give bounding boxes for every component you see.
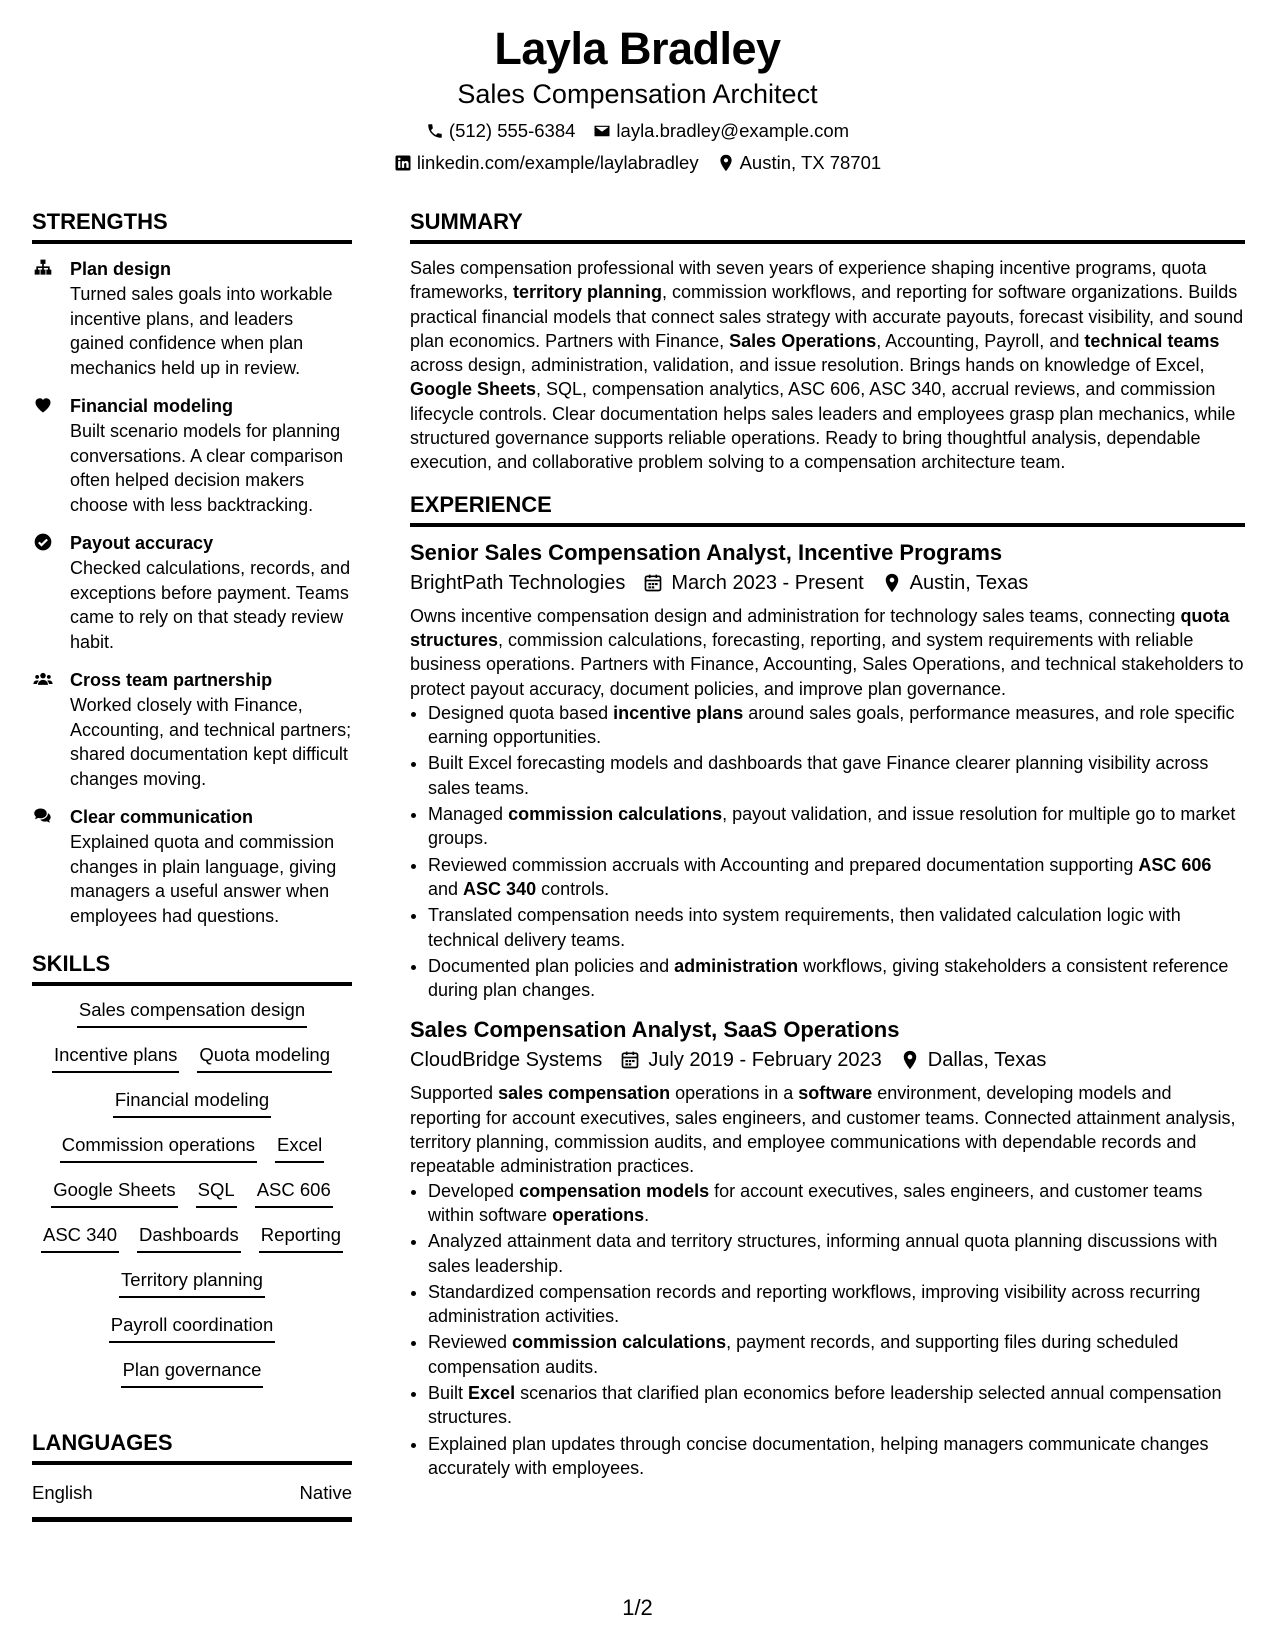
job-summary: Owns incentive compensation design and administration for technology sales teams, connecting quota structures, commission calculations, forecasting, reporting, and system requirements with reliable business operations. Partners with Finance, Accounting, Sales Operations, and technical stakeholders to protect payout accuracy, document policies, and improve plan governance.: [410, 605, 1244, 699]
location-item: [717, 151, 882, 175]
skill-tag: SQL: [196, 1178, 237, 1208]
skill-tag: Incentive plans: [52, 1043, 179, 1073]
contact-row-1: [0, 119, 1275, 143]
job-dates-text: July 2019 - February 2023: [648, 1049, 882, 1072]
strength-title: Financial modeling: [70, 396, 234, 416]
strength-icon-wrap: [32, 530, 70, 654]
job-meta: [410, 1046, 1245, 1074]
skill-row: [32, 1088, 352, 1133]
left-column: [32, 208, 352, 1522]
job-bullet: • Built Excel scenarios that clarified plan economics before leadership selected annual compensation structures.: [428, 1381, 1245, 1430]
strength-desc: Turned sales goals into workable incentive plans, and leaders gained confidence when plan mechanics held up in review.: [70, 284, 333, 378]
skill-tag: Plan governance: [121, 1358, 264, 1388]
job-bullets: [410, 701, 1245, 1003]
strength-body: [70, 804, 352, 928]
skill-tag: Excel: [275, 1133, 324, 1163]
job-entry: [410, 1016, 1245, 1480]
linkedin-icon: [394, 154, 412, 172]
phone-icon: [426, 122, 444, 140]
skills-heading: SKILLS: [32, 950, 352, 986]
resume-header: [0, 22, 1275, 175]
job-title: Senior Sales Compensation Analyst, Incentive Programs: [410, 539, 1003, 565]
strength-icon-wrap: [32, 667, 70, 791]
strength-item: [32, 530, 352, 654]
skill-row: [32, 1133, 352, 1178]
candidate-name: Layla Bradley: [494, 23, 781, 74]
skill-tag: Dashboards: [137, 1223, 241, 1253]
job-company: CloudBridge Systems: [410, 1049, 603, 1072]
job-bullet: • Reviewed commission accruals with Accounting and prepared documentation supporting ASC 606 and ASC 340 controls.: [428, 853, 1245, 902]
strength-icon-wrap: [32, 804, 70, 928]
job-dates-text: March 2023 - Present: [671, 571, 864, 594]
map-pin-icon: [717, 154, 735, 172]
map-pin-icon: [882, 573, 902, 593]
strength-item: [32, 667, 352, 791]
job-bullet: • Designed quota based incentive plans around sales goals, performance measures, and role specific earning opportunities.: [428, 701, 1245, 750]
skill-tag: Territory planning: [119, 1268, 265, 1298]
job-bullet: • Translated compensation needs into system requirements, then validated calculation logic with technical delivery teams.: [428, 903, 1245, 952]
comments-icon: [32, 806, 54, 826]
job-bullet: • Analyzed attainment data and territory structures, informing annual quota planning discussions with sales leadership.: [428, 1229, 1245, 1278]
skill-tag: Quota modeling: [197, 1043, 332, 1073]
envelope-icon: [593, 122, 611, 140]
strength-icon-wrap: [32, 256, 70, 380]
job-summary: Supported sales compensation operations in a software environment, developing models and reporting for account executives, sales engineers, and customer teams. Connected attainment analysis, territory planning, commission audits, and employee communications with dependable records and repeatable administration practices.: [410, 1083, 1236, 1177]
strength-desc: Checked calculations, records, and exceptions before payment. Teams came to rely on that steady review habit.: [70, 558, 351, 652]
strength-title: Plan design: [70, 259, 172, 279]
check-circle-icon: [32, 532, 54, 552]
strength-body: [70, 667, 352, 791]
skill-row: [32, 1313, 352, 1358]
contact-row-2: [0, 151, 1275, 175]
job-bullet: • Standardized compensation records and reporting workflows, improving visibility across recurring administration activities.: [428, 1280, 1245, 1329]
map-pin-icon: [900, 1050, 920, 1070]
job-company: BrightPath Technologies: [410, 571, 626, 594]
strength-body: [70, 530, 352, 654]
calendar-icon: [620, 1050, 640, 1070]
job-dates: [643, 569, 863, 597]
strength-title: Clear communication: [70, 807, 254, 827]
linkedin-link[interactable]: linkedin.com/example/laylabradley: [416, 152, 699, 173]
strength-desc: Worked closely with Finance, Accounting, and technical partners; shared documentation kept difficult changes moving.: [70, 695, 352, 789]
skill-tag: Sales compensation design: [77, 998, 307, 1028]
skill-tag: Financial modeling: [113, 1088, 271, 1118]
strengths-heading: STRENGTHS: [32, 208, 352, 244]
language-name: English: [32, 1482, 93, 1503]
summary-heading: SUMMARY: [410, 208, 1245, 244]
experience-heading: EXPERIENCE: [410, 491, 1245, 527]
job-location-text: Dallas, Texas: [927, 1049, 1047, 1072]
skill-tag: ASC 340: [41, 1223, 119, 1253]
skill-row: [32, 1043, 352, 1088]
skill-row: [32, 1178, 352, 1223]
email-link[interactable]: layla.bradley@example.com: [616, 120, 850, 141]
strength-title: Cross team partnership: [70, 670, 273, 690]
skill-row: [32, 1358, 352, 1403]
job-bullets: [410, 1179, 1245, 1481]
skill-tag: Reporting: [259, 1223, 343, 1253]
page-number: 1/2: [622, 1595, 653, 1620]
skill-tag: Commission operations: [60, 1133, 257, 1163]
email-item[interactable]: [593, 119, 849, 143]
skill-row: [32, 1223, 352, 1268]
strength-body: [70, 393, 352, 517]
right-column: [410, 208, 1245, 1482]
strength-item: [32, 256, 352, 380]
strength-item: [32, 393, 352, 517]
strength-icon-wrap: [32, 393, 70, 517]
strength-desc: Explained quota and commission changes in plain language, giving managers a useful answer when employees had questions.: [70, 832, 337, 926]
strength-item: [32, 804, 352, 928]
language-row: [32, 1481, 352, 1522]
location-text: Austin, TX 78701: [739, 152, 882, 173]
heart-icon: [32, 395, 54, 415]
job-bullet: • Developed compensation models for account executives, sales engineers, and customer teams within software operations.: [428, 1179, 1245, 1228]
skills-list: [32, 998, 352, 1403]
sitemap-icon: [32, 258, 54, 278]
strength-body: [70, 256, 352, 380]
job-meta: [410, 569, 1245, 597]
job-bullet: • Explained plan updates through concise documentation, helping managers communicate changes accurately with employees.: [428, 1432, 1245, 1481]
job-location-text: Austin, Texas: [909, 571, 1029, 594]
phone-text: (512) 555-6384: [448, 120, 576, 141]
job-bullet: • Documented plan policies and administration workflows, giving stakeholders a consistent reference during plan changes.: [428, 954, 1245, 1003]
summary-text: Sales compensation professional with seven years of experience shaping incentive programs, quota frameworks, territory planning, commission workflows, and reporting for software organizations. Builds practical financial models that connect sales strategy with accurate payouts, forecast visibility, and sound plan economics. Partners with Finance, Sales Operations, Accounting, Payroll, and technical teams across design, administration, validation, and issue resolution. Brings hands on knowledge of Excel, Google Sheets, SQL, compensation analytics, ASC 606, ASC 340, accrual reviews, and commission lifecycle controls. Clear documentation helps sales leaders and employees grasp plan mechanics, while structured governance supports reliable operations. Ready to bring thoughtful analysis, dependable execution, and collaborative problem solving to a compensation architecture team.: [410, 258, 1244, 473]
strength-desc: Built scenario models for planning conversations. A clear comparison often helped decision makers choose with less backtracking.: [70, 421, 344, 515]
experience-list: [410, 539, 1245, 1481]
skill-tag: ASC 606: [255, 1178, 333, 1208]
skill-tag: Payroll coordination: [109, 1313, 275, 1343]
strength-title: Payout accuracy: [70, 533, 214, 553]
skill-tag: Google Sheets: [51, 1178, 177, 1208]
job-bullet: • Managed commission calculations, payout validation, and issue resolution for multiple go to market groups.: [428, 802, 1245, 851]
skill-row: [32, 1268, 352, 1313]
candidate-title: Sales Compensation Architect: [457, 79, 818, 109]
job-location: [900, 1046, 1047, 1074]
job-dates: [620, 1046, 881, 1074]
job-bullet: • Built Excel forecasting models and dashboards that gave Finance clearer planning visibility across sales teams.: [428, 751, 1245, 800]
language-level: Native: [299, 1482, 352, 1503]
job-bullet: • Reviewed commission calculations, payment records, and supporting files during scheduled compensation audits.: [428, 1330, 1245, 1379]
skill-row: [32, 998, 352, 1043]
strengths-list: [32, 256, 352, 928]
languages-heading: LANGUAGES: [32, 1429, 352, 1465]
job-location: [882, 569, 1029, 597]
phone-item: [426, 119, 576, 143]
calendar-icon: [643, 573, 663, 593]
job-title: Sales Compensation Analyst, SaaS Operations: [410, 1017, 900, 1043]
job-entry: [410, 539, 1245, 1003]
linkedin-item[interactable]: [394, 151, 699, 175]
users-icon: [32, 669, 54, 689]
